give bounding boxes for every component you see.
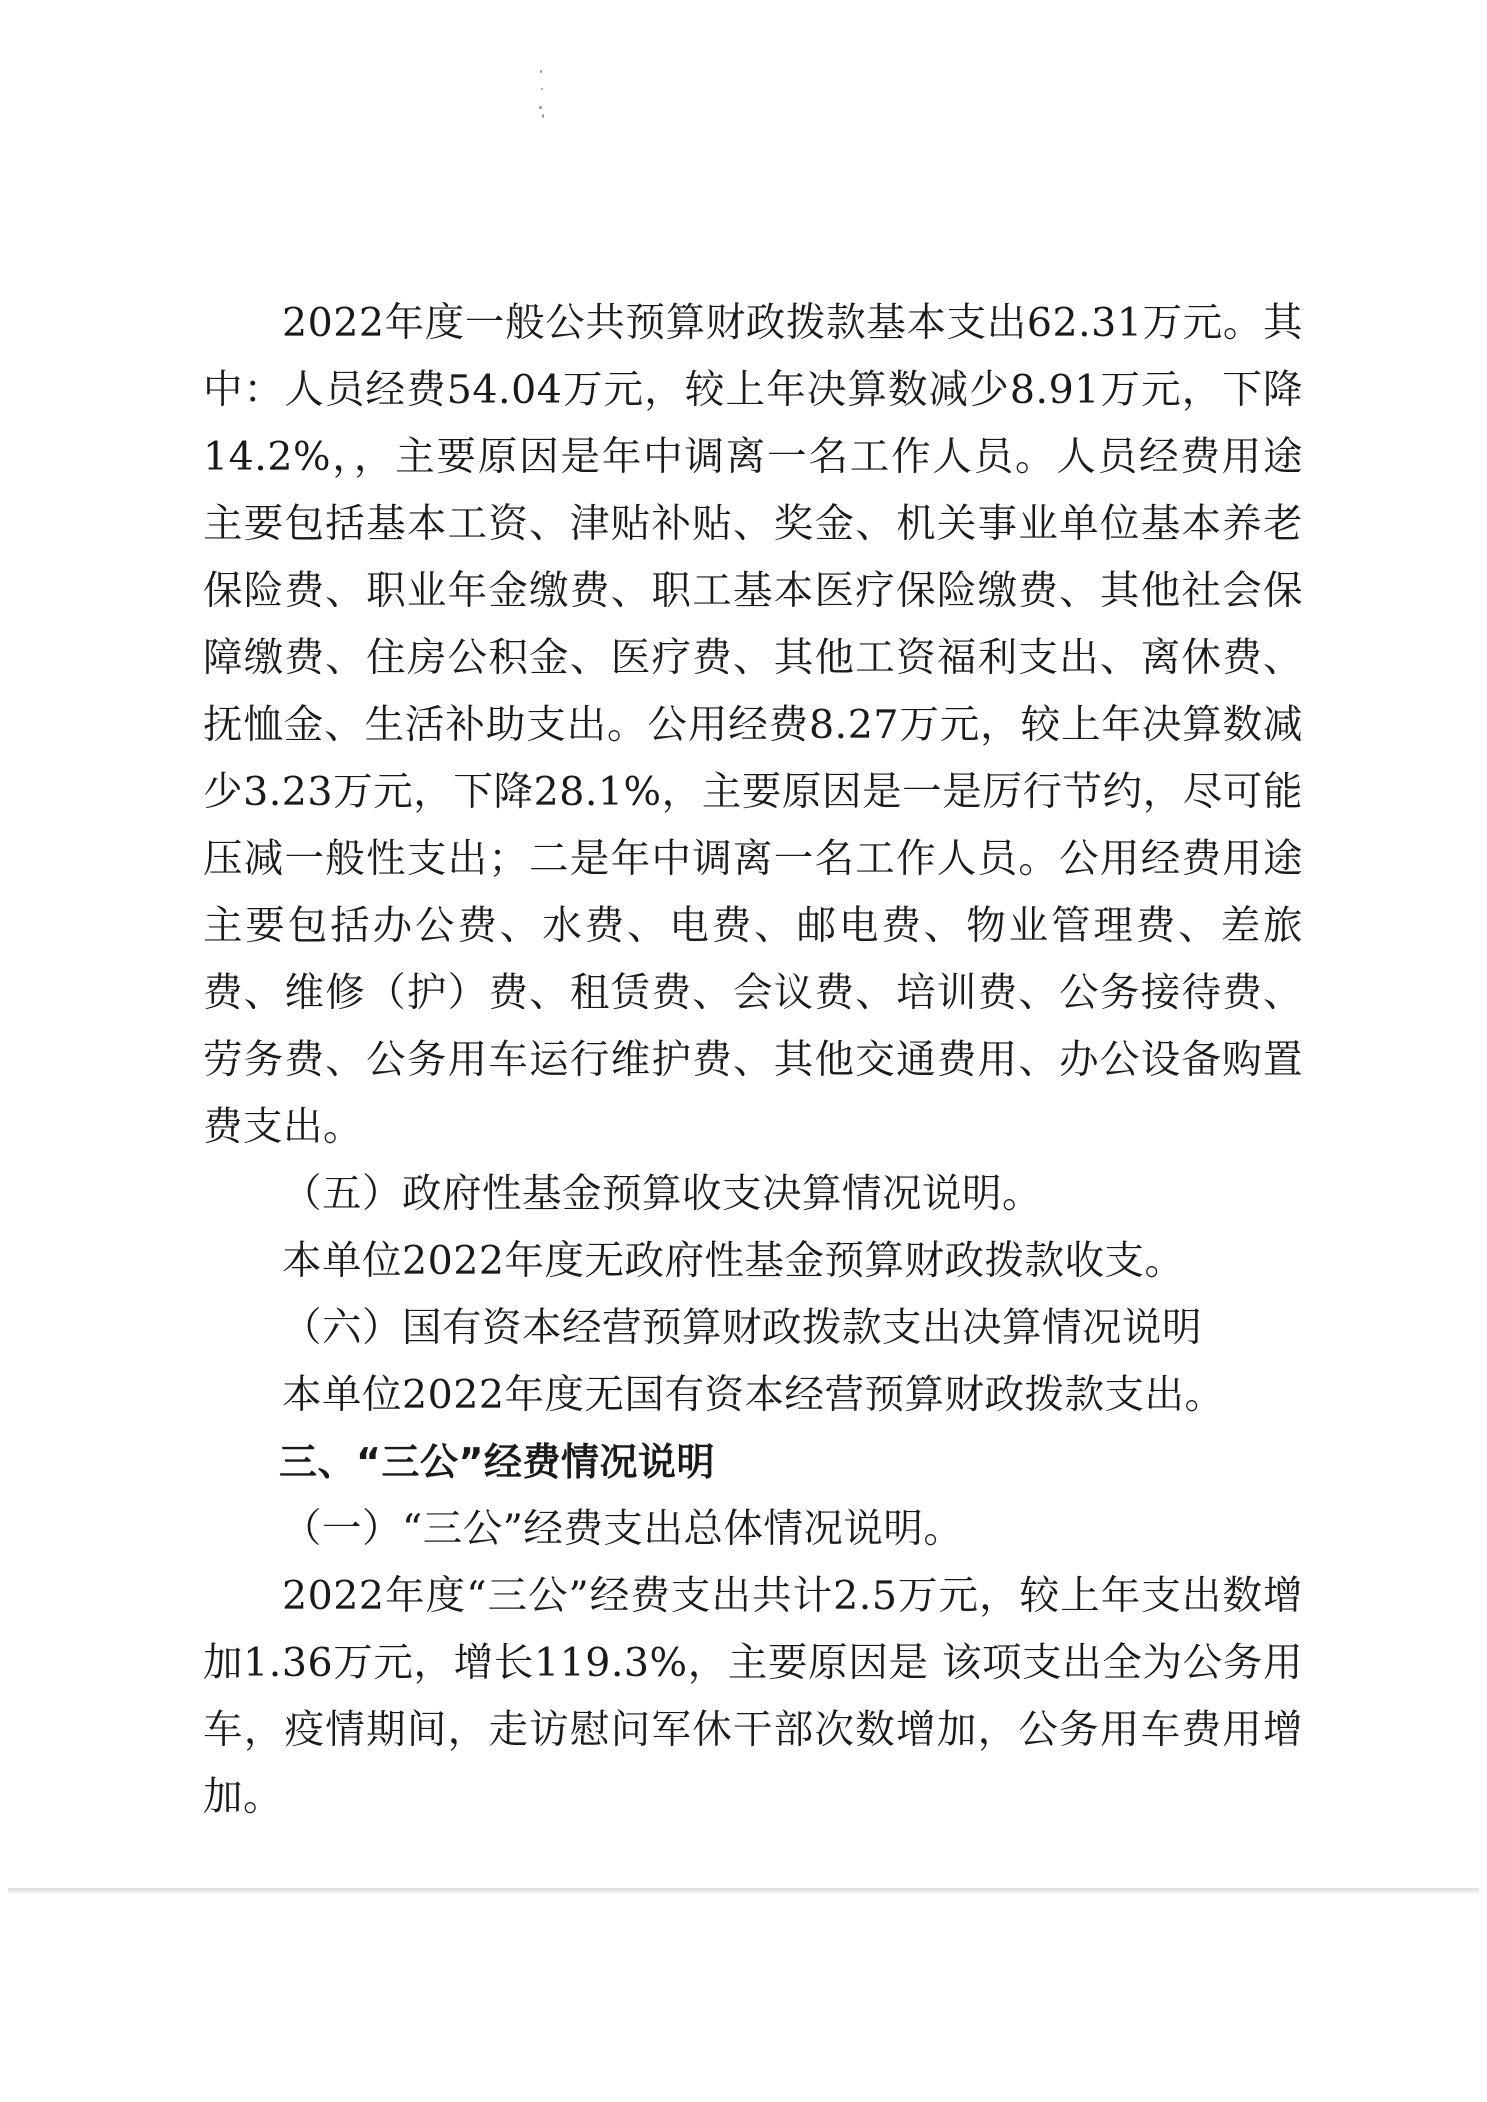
paragraph-basic-expenditure: 2022年度一般公共预算财政拨款基本支出62.31万元。其中：人员经费54.04万元，较上年决算数减少8.91万元，下降14.2%，，主要原因是年中调离一名工作人员。人员经费用途主要包括基本工资、津贴补贴、奖金、机关事业单位基本养老保险费、职业年金缴费、职工基本医疗保险缴费、其他社会保障缴费、住房公积金、医疗费、其他工资福利支出、离休费、抚恤金、生活补助支出。公用经费8.27万元，较上年决算数减少3.23万元，下降28.1%，主要原因是一是厉行节约，尽可能压减一般性支出；二是年中调离一名工作人员。公用经费用途主要包括办公费、水费、电费、邮电费、物业管理费、差旅费、维修（护）费、租赁费、会议费、培训费、公务接待费、劳务费、公务用车运行维护费、其他交通费用、办公设备购置费支出。 [203,300,1303,1150]
document-body [203,290,1303,1831]
paragraph-state-capital: 本单位2022年度无国有资本经营预算财政拨款支出。 [282,1372,1225,1418]
section-heading-state-capital: （六）国有资本经营预算财政拨款支出决算情况说明 [282,1305,1202,1351]
scan-artifact [536,68,548,128]
page-bottom-divider-shadow [8,1891,1479,1893]
section-heading-three-public: 三、“三公”经费情况说明 [279,1440,715,1484]
subsection-heading-three-public-overall: （一）“三公”经费支出总体情况说明。 [282,1506,964,1552]
section-heading-government-fund: （五）政府性基金预算收支决算情况说明。 [282,1171,1042,1217]
paragraph-three-public-overall: 2022年度“三公”经费支出共计2.5万元，较上年支出数增加1.36万元，增长119.3%，主要原因是 该项支出全为公务用车，疫情期间，走访慰问军休干部次数增加，公务用车费用增加。 [203,1573,1303,1820]
paragraph-government-fund: 本单位2022年度无政府性基金预算财政拨款收支。 [282,1238,1185,1284]
